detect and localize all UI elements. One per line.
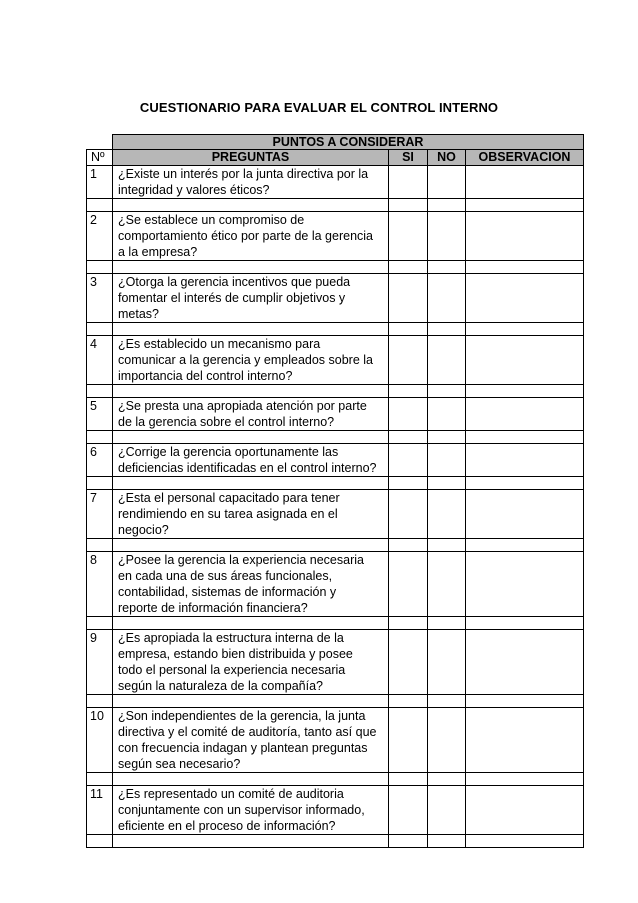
- spacer-row: [87, 323, 584, 336]
- question-text: [113, 398, 389, 431]
- spacer-cell: [113, 617, 389, 630]
- column-header-questions: PREGUNTAS: [113, 150, 389, 166]
- question-row: [87, 166, 584, 199]
- spacer-cell: [113, 835, 389, 848]
- si-answer-cell[interactable]: [389, 336, 428, 385]
- question-text-line: contabilidad, sistemas de información y: [118, 585, 337, 599]
- no-answer-cell[interactable]: [428, 444, 466, 477]
- question-row: [87, 708, 584, 773]
- question-row: [87, 336, 584, 385]
- spacer-cell: [87, 385, 113, 398]
- spacer-cell: [466, 431, 584, 444]
- question-text-line: ¿Es apropiada la estructura interna de la: [118, 631, 344, 645]
- observation-cell[interactable]: [466, 398, 584, 431]
- spacer-cell: [389, 261, 428, 274]
- spacer-cell: [389, 199, 428, 212]
- spacer-cell: [87, 773, 113, 786]
- si-answer-cell[interactable]: [389, 274, 428, 323]
- spacer-cell: [428, 539, 466, 552]
- spacer-cell: [389, 835, 428, 848]
- group-header-row: [87, 135, 584, 150]
- question-row: [87, 786, 584, 835]
- no-answer-cell[interactable]: [428, 398, 466, 431]
- spacer-cell: [428, 431, 466, 444]
- spacer-cell: [389, 385, 428, 398]
- group-header: PUNTOS A CONSIDERAR: [113, 135, 584, 150]
- spacer-cell: [466, 773, 584, 786]
- question-text-line: ¿Otorga la gerencia incentivos que pueda: [118, 275, 351, 289]
- document-title: CUESTIONARIO PARA EVALUAR EL CONTROL INTERNO: [139, 100, 499, 115]
- si-answer-cell[interactable]: [389, 212, 428, 261]
- si-answer-cell[interactable]: [389, 786, 428, 835]
- spacer-cell: [466, 261, 584, 274]
- question-text: [113, 274, 389, 323]
- spacer-row: [87, 199, 584, 212]
- question-text-line: ¿Corrige la gerencia oportunamente las: [118, 445, 339, 459]
- spacer-cell: [113, 477, 389, 490]
- spacer-cell: [389, 477, 428, 490]
- spacer-cell: [428, 385, 466, 398]
- spacer-cell: [87, 539, 113, 552]
- no-answer-cell[interactable]: [428, 212, 466, 261]
- spacer-cell: [466, 617, 584, 630]
- question-row: [87, 212, 584, 261]
- spacer-cell: [389, 539, 428, 552]
- question-text-line: reporte de información financiera?: [118, 601, 308, 615]
- no-answer-cell[interactable]: [428, 166, 466, 199]
- no-answer-cell[interactable]: [428, 786, 466, 835]
- question-text-line: ¿Son independientes de la gerencia, la junta: [118, 709, 366, 723]
- question-text: [113, 166, 389, 199]
- question-text-line: empresa, estando bien distribuida y posee: [118, 647, 353, 661]
- questions-body: [87, 166, 584, 848]
- spacer-row: [87, 617, 584, 630]
- no-answer-cell[interactable]: [428, 490, 466, 539]
- column-header-observacion: OBSERVACION: [466, 150, 584, 166]
- spacer-cell: [113, 323, 389, 336]
- si-answer-cell[interactable]: [389, 708, 428, 773]
- question-number: 2: [87, 212, 113, 261]
- question-number: 10: [87, 708, 113, 773]
- question-text-line: directiva y el comité de auditoría, tanto así que: [118, 725, 377, 739]
- question-text: [113, 630, 389, 695]
- spacer-cell: [466, 323, 584, 336]
- question-text-line: fomentar el interés de cumplir objetivos y: [118, 291, 346, 305]
- spacer-cell: [113, 431, 389, 444]
- spacer-cell: [113, 539, 389, 552]
- si-answer-cell[interactable]: [389, 166, 428, 199]
- spacer-cell: [466, 385, 584, 398]
- question-text: [113, 552, 389, 617]
- si-answer-cell[interactable]: [389, 444, 428, 477]
- spacer-cell: [113, 695, 389, 708]
- question-text: [113, 336, 389, 385]
- spacer-cell: [428, 773, 466, 786]
- question-row: [87, 444, 584, 477]
- spacer-cell: [389, 773, 428, 786]
- question-text: [113, 444, 389, 477]
- spacer-row: [87, 477, 584, 490]
- question-row: [87, 552, 584, 617]
- observation-cell[interactable]: [466, 444, 584, 477]
- column-header-si: SI: [389, 150, 428, 166]
- spacer-row: [87, 261, 584, 274]
- observation-cell[interactable]: [466, 786, 584, 835]
- si-answer-cell[interactable]: [389, 490, 428, 539]
- question-text-line: ¿Se establece un compromiso de: [118, 213, 305, 227]
- no-answer-cell[interactable]: [428, 336, 466, 385]
- question-text-line: eficiente en el proceso de información?: [118, 819, 336, 833]
- spacer-cell: [113, 773, 389, 786]
- si-answer-cell[interactable]: [389, 398, 428, 431]
- spacer-cell: [113, 199, 389, 212]
- question-text-line: rendimiendo en su tarea asignada en el: [118, 507, 338, 521]
- question-text-line: ¿Existe un interés por la junta directiva por la: [118, 167, 369, 181]
- spacer-cell: [87, 695, 113, 708]
- spacer-cell: [428, 617, 466, 630]
- spacer-cell: [113, 261, 389, 274]
- spacer-cell: [466, 477, 584, 490]
- question-row: [87, 630, 584, 695]
- spacer-cell: [87, 835, 113, 848]
- question-text-line: comportamiento ético por parte de la gerencia: [118, 229, 374, 243]
- column-header-number: Nº: [87, 150, 113, 166]
- question-text-line: integridad y valores éticos?: [118, 183, 270, 197]
- spacer-cell: [428, 835, 466, 848]
- question-text: [113, 708, 389, 773]
- question-text-line: metas?: [118, 307, 159, 321]
- question-number: 6: [87, 444, 113, 477]
- question-row: [87, 274, 584, 323]
- question-text-line: conjuntamente con un supervisor informado,: [118, 803, 365, 817]
- question-text-line: ¿Se presta una apropiada atención por parte: [118, 399, 367, 413]
- question-text-line: ¿Esta el personal capacitado para tener: [118, 491, 340, 505]
- spacer-cell: [113, 385, 389, 398]
- spacer-cell: [87, 199, 113, 212]
- question-text: [113, 212, 389, 261]
- no-answer-cell[interactable]: [428, 708, 466, 773]
- question-text-line: de la gerencia sobre el control interno?: [118, 415, 335, 429]
- spacer-cell: [428, 261, 466, 274]
- spacer-cell: [87, 477, 113, 490]
- spacer-cell: [389, 695, 428, 708]
- question-text-line: en cada una de sus áreas funcionales,: [118, 569, 333, 583]
- observation-cell[interactable]: [466, 708, 584, 773]
- spacer-cell: [466, 539, 584, 552]
- observation-cell[interactable]: [466, 630, 584, 695]
- spacer-cell: [466, 835, 584, 848]
- si-answer-cell[interactable]: [389, 630, 428, 695]
- question-number: 3: [87, 274, 113, 323]
- no-answer-cell[interactable]: [428, 630, 466, 695]
- question-text-line: ¿Posee la gerencia la experiencia necesaria: [118, 553, 364, 567]
- si-answer-cell[interactable]: [389, 552, 428, 617]
- spacer-cell: [466, 695, 584, 708]
- question-text-line: a la empresa?: [118, 245, 198, 259]
- question-text: [113, 490, 389, 539]
- question-number: 7: [87, 490, 113, 539]
- column-header-row: [87, 150, 584, 166]
- questionnaire-table: [86, 134, 584, 848]
- question-number: 8: [87, 552, 113, 617]
- spacer-cell: [428, 199, 466, 212]
- question-text-line: según sea necesario?: [118, 757, 241, 771]
- observation-cell[interactable]: [466, 490, 584, 539]
- question-number: 1: [87, 166, 113, 199]
- no-answer-cell[interactable]: [428, 274, 466, 323]
- question-row: [87, 490, 584, 539]
- spacer-cell: [389, 323, 428, 336]
- spacer-row: [87, 431, 584, 444]
- observation-cell[interactable]: [466, 336, 584, 385]
- question-text-line: importancia del control interno?: [118, 369, 293, 383]
- question-text-line: con frecuencia indagan y plantean preguntas: [118, 741, 368, 755]
- question-text-line: todo el personal la experiencia necesaria: [118, 663, 346, 677]
- header-blank-cell: [87, 135, 113, 150]
- observation-cell[interactable]: [466, 212, 584, 261]
- question-text-line: según la naturaleza de la compañía?: [118, 679, 324, 693]
- question-text-line: deficiencias identificadas en el control interno?: [118, 461, 377, 475]
- spacer-row: [87, 385, 584, 398]
- spacer-cell: [389, 617, 428, 630]
- observation-cell[interactable]: [466, 274, 584, 323]
- spacer-cell: [87, 261, 113, 274]
- spacer-cell: [466, 199, 584, 212]
- spacer-row: [87, 835, 584, 848]
- column-header-no: NO: [428, 150, 466, 166]
- spacer-cell: [428, 695, 466, 708]
- no-answer-cell[interactable]: [428, 552, 466, 617]
- question-number: 5: [87, 398, 113, 431]
- spacer-row: [87, 773, 584, 786]
- question-row: [87, 398, 584, 431]
- question-text-line: negocio?: [118, 523, 169, 537]
- spacer-cell: [87, 323, 113, 336]
- question-number: 9: [87, 630, 113, 695]
- spacer-cell: [428, 477, 466, 490]
- question-text-line: comunicar a la gerencia y empleados sobre la: [118, 353, 373, 367]
- question-number: 4: [87, 336, 113, 385]
- spacer-row: [87, 695, 584, 708]
- spacer-cell: [87, 431, 113, 444]
- spacer-row: [87, 539, 584, 552]
- question-text-line: ¿Es representado un comité de auditoria: [118, 787, 344, 801]
- observation-cell[interactable]: [466, 166, 584, 199]
- spacer-cell: [87, 617, 113, 630]
- question-text-line: ¿Es establecido un mecanismo para: [118, 337, 321, 351]
- observation-cell[interactable]: [466, 552, 584, 617]
- spacer-cell: [428, 323, 466, 336]
- spacer-cell: [389, 431, 428, 444]
- question-number: 11: [87, 786, 113, 835]
- question-text: [113, 786, 389, 835]
